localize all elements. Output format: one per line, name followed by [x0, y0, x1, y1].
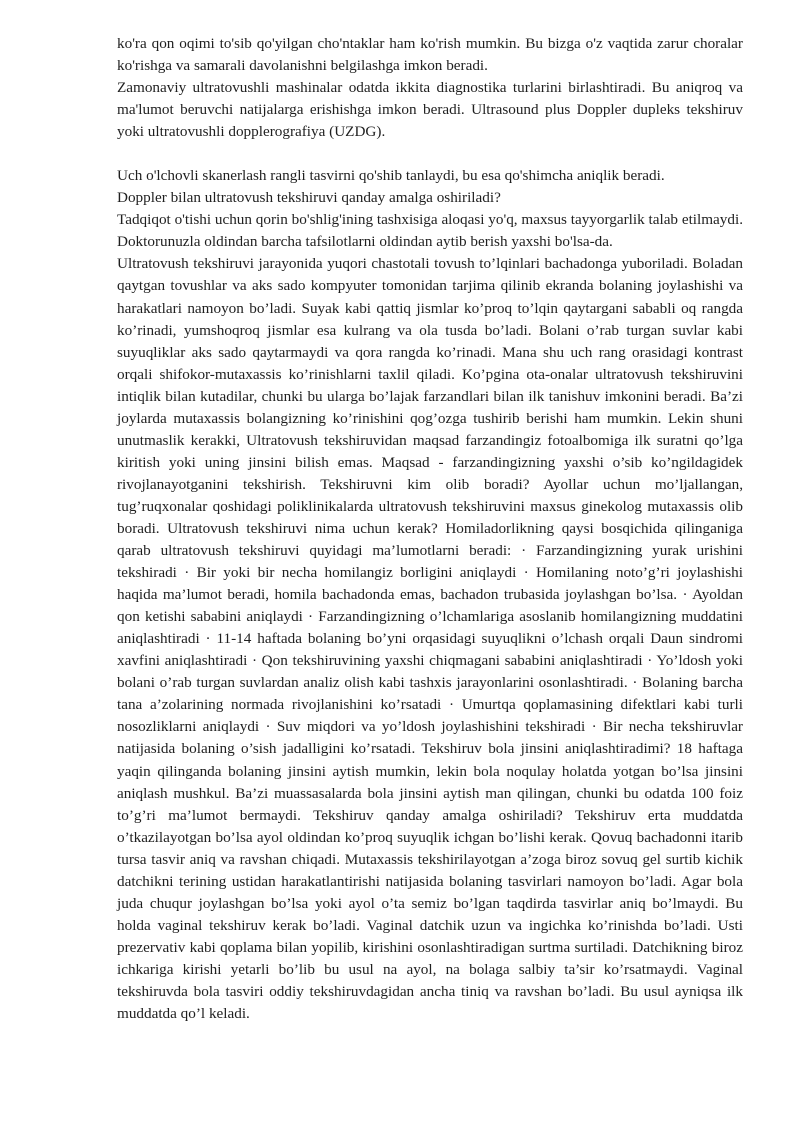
- document-page: [117, 33, 743, 1025]
- section-heading-doppler: Doppler bilan ultratovush tekshiruvi qanday amalga oshiriladi?: [117, 189, 501, 207]
- paragraph-blood-flow: ko'ra qon oqimi to'sib qo'yilgan cho'ntaklar ham ko'rish mumkin. Bu bizga o'z vaqtida zarur choralar ko'rishga va samarali davolanishni belgilashga imkon beradi.: [117, 35, 743, 75]
- paragraph-3d-scanning: Uch o'lchovli skanerlash rangli tasvirni qo'shib tanlaydi, bu esa qo'shimcha aniqlik beradi.: [117, 167, 665, 185]
- paragraph-preparation: Tadqiqot o'tishi uchun qorin bo'shlig'ining tashxisiga aloqasi yo'q, maxsus tayyorgarlik talab etilmaydi. Doktorunuzla oldindan barcha tafsilotlarni oldindan aytib berish yaxshi bo'lsa-da.: [117, 211, 743, 251]
- paragraph-modern-machines: Zamonaviy ultratovushli mashinalar odatda ikkita diagnostika turlarini birlashtiradi. Bu aniqroq va ma'lumot beruvchi natijalarga erishishga imkon beradi. Ultrasound plus Doppler dupleks tekshiruv yoki ultratovushli dopplerografiya (UZDG).: [117, 79, 743, 141]
- paragraph-ultrasound-body: Ultratovush tekshiruvi jarayonida yuqori chastotali tovush to’lqinlari bachadonga yuboriladi. Boladan qaytgan tovushlar va aks sado kompyuter tomonidan tarjima qilinib ekranda bolaning joylashishi va harakatlari namoyon bo’ladi. Suyak kabi qattiq jismlar ko’proq to’lqin qaytargani sababli oq rangda ko’rinadi, yumshoqroq jismlar esa kulrang va ola tusda bo’ladi. Bolani o’rab turgan suvlar kabi suyuqliklar aks sado qaytarmaydi va qora rangda ko’rinadi. Mana shu uch rang orasidagi kontrast orqali shifokor-mutaxassis ko’rinishlarni taxlil qiladi. Ko’pgina ota-onalar ultratovush tekshiruvini intiqlik bilan kutadilar, chunki bu ularga bo’lajak farzandlari bilan ilk tanishuv imkonini beradi. Ba’zi joylarda mutaxassis bolangizning ko’rinishini qog’ozga tushirib berishi ham mumkin. Lekin shuni unutmaslik kerakki, Ultratovush tekshiruvidan maqsad farzandingiz fotoalbomiga ilk suratni qo’lga kiritish yoki uning jinsini bilish emas. Maqsad - farzandingizning yaxshi o’sib ko’ngildagidek rivojlanayotganini tekshirish. Tekshiruvni kim olib boradi? Ayollar uchun mo’ljallangan, tug’ruqxonalar qoshidagi poliklinikalarda ultratovush tekshiruvini maxsus ginekolog mutaxassis olib boradi. Ultratovush tekshiruvi nima uchun kerak? Homiladorlikning qaysi bosqichida qilinganiga qarab ultratovush tekshiruvi quyidagi ma’lumotlarni beradi: · Farzandingizning yurak urishini tekshiradi · Bir yoki bir necha homilangiz borligini aniqlaydi · Homilaning noto’g’ri joylashishi haqida ma’lumot beradi, homila bachadonda emas, bachadon trubasida joylashgan bo’lsa. · Ayoldan qon ketishi sababini aniqlaydi · Farzandingizning o’lchamlariga asoslanib homilangizning muddatini aniqlashtiradi · 11-14 haftada bolaning bo’yni orqasidagi suyuqlikni o’lchash orqali Daun sindromi xavfini aniqlashtiradi · Qon tekshiruvining yaxshi chiqmagani sababini aniqlashtiradi · Yo’ldosh yoki bolani o’rab turgan suvlardan analiz olish kabi tashxis jarayonlarini osonlashtiradi. · Bolaning barcha tana a’zolarining normada rivojlanishini ko’rsatadi · Umurtqa qoplamasining difektlari kabi turli nosozliklarni aniqlaydi · Suv miqdori va yo’ldosh joylashishini tekshiradi · Bir necha tekshiruvlar natijasida bolaning o’sish jadalligini ko’rsatadi. Tekshiruv bola jinsini aniqlashtiradimi? 18 haftaga yaqin qilinganda bolaning jinsini aytish mumkin, lekin bola noqulay holatda yotgan bo’lsa jinsini aniqlash mushkul. Ba’zi muassasalarda bola jinsini aytish man qilingan, chunki bu odatda 100 foiz to’g’ri ma’lumot bermaydi. Tekshiruv qanday amalga oshiriladi? Tekshiruv erta muddatda o’tkazilayotgan bo’lsa ayol oldindan ko’proq suyuqlik ichgan bo’lishi kerak. Qovuq bachadonni itarib tursa tasvir aniq va ravshan chiqadi. Mutaxassis tekshirilayotgan a’zoga biroz sovuq gel surtib kichik datchikni terining ustidan harakatlantirishi natijasida bolaning tasvirlari namoyon bo’ladi. Agar bola juda chuqur joylashgan bo’lsa yoki ayol o’ta semiz bo’lgan taqdirda tasvirlar aniq bo’lmaydi. Bu holda vaginal tekshiruv kerak bo’ladi. Vaginal datchik uzun va ingichka ko’rinishda bo’ladi. Usti prezervativ kabi qoplama bilan yopilib, kirishini osonlashtiradigan surtma surtiladi. Datchikning biroz ichkariga kirishi yetarli bo’lib bu usul na ayol, na bolaga salbiy ta’sir ko’rsatmaydi. Vaginal tekshiruvda bola tasviri oddiy tekshiruvdagidan ancha tiniq va ravshan bo’ladi. Bu usul ayniqsa ilk muddatda qo’l keladi.: [117, 255, 743, 1023]
